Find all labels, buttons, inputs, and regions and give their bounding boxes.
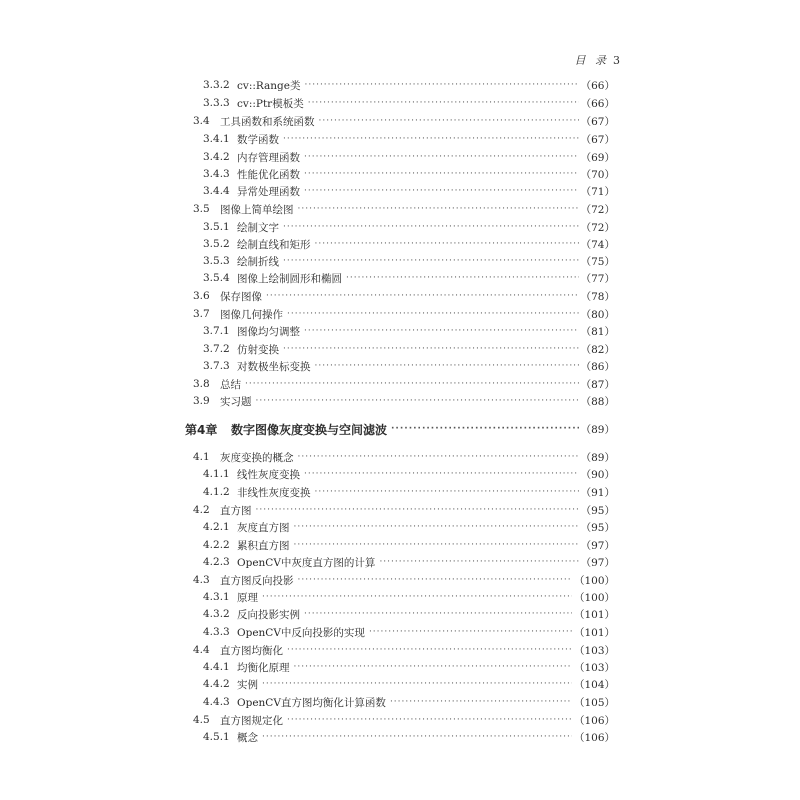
toc-entry-page: （103） (573, 661, 615, 674)
toc-entry-number: 4.3 (193, 574, 210, 586)
toc-entry-number: 3.5 (193, 203, 210, 215)
toc-entry-page: （95） (580, 504, 615, 517)
toc-entry-title: 绘制直线和矩形 (237, 238, 311, 251)
toc-entry-page: （74） (580, 238, 615, 251)
toc-entry-page: （77） (580, 272, 615, 285)
toc-entry (203, 95, 615, 111)
toc-entry-title: 图像均匀调整 (237, 325, 300, 338)
toc-entry-number: 3.3.3 (203, 97, 230, 109)
toc-entry-page: （100） (573, 574, 615, 587)
toc-entry-number: 3.7 (193, 308, 210, 320)
toc-leader-dots (287, 642, 572, 658)
toc-leader-dots (294, 519, 579, 535)
toc-entry-number: 3.5.2 (203, 238, 230, 250)
toc-entry (193, 449, 615, 465)
toc-entry-title: 数学函数 (237, 133, 279, 146)
toc-leader-dots (294, 537, 579, 553)
toc-entry-number: 3.5.3 (203, 255, 230, 267)
toc-entry-number: 4.4.1 (203, 661, 230, 673)
toc-entry-number: 4.4.2 (203, 678, 230, 690)
toc-leader-dots (283, 131, 579, 147)
toc-entry-number: 3.4 (193, 115, 210, 127)
toc-leader-dots (283, 253, 579, 269)
toc-entry-title: 线性灰度变换 (237, 468, 300, 481)
toc-entry-page: （72） (580, 221, 615, 234)
toc-entry (193, 642, 615, 658)
toc-entry-page: （67） (580, 115, 615, 128)
toc-entry-page: （90） (580, 468, 615, 481)
toc-entry-title: 仿射变换 (237, 343, 279, 356)
toc-entry-title: 直方图均衡化 (220, 644, 283, 657)
toc-entry-page: （81） (580, 325, 615, 338)
toc-entry (203, 466, 615, 482)
toc-entry-title: 总结 (220, 378, 241, 391)
toc-entry-title: 图像上简单绘图 (220, 203, 294, 216)
toc-entry-page: （104） (573, 678, 615, 691)
toc-leader-dots (298, 572, 572, 588)
toc-entry-title: 内存管理函数 (237, 151, 300, 164)
toc-leader-dots (315, 358, 579, 374)
toc-leader-dots (298, 201, 579, 217)
toc-leader-dots (287, 712, 572, 728)
toc-entry (203, 149, 615, 165)
toc-entry-page: （71） (580, 185, 615, 198)
toc-entry (203, 484, 615, 500)
toc-entry-title: cv::Range类 (237, 79, 301, 92)
toc-entry (193, 288, 615, 304)
toc-entry-page: （86） (580, 360, 615, 373)
toc-entry-number: 3.3.2 (203, 79, 230, 91)
toc-entry-title: 灰度直方图 (237, 521, 290, 534)
toc-entry (203, 183, 615, 199)
toc-leader-dots (245, 376, 579, 392)
toc-entry (203, 166, 615, 182)
toc-leader-dots (346, 270, 579, 286)
toc-leader-dots (369, 624, 572, 640)
toc-entry-page: （66） (580, 79, 615, 92)
toc-entry (203, 77, 615, 93)
toc-leader-dots (304, 323, 579, 339)
toc-entry (203, 341, 615, 357)
toc-entry-title: cv::Ptr模板类 (237, 97, 304, 110)
toc-leader-dots (266, 288, 579, 304)
toc-entry-page: （103） (573, 644, 615, 657)
toc-leader-dots (283, 341, 579, 357)
toc-entry-title: 工具函数和系统函数 (220, 115, 315, 128)
running-head-title: 目 录 (574, 54, 609, 67)
toc-leader-dots (262, 589, 572, 605)
toc-entry-number: 4.4 (193, 644, 210, 656)
toc-entry-page: （106） (573, 714, 615, 727)
toc-leader-dots (287, 306, 579, 322)
toc-entry (203, 606, 615, 622)
toc-entry-page: （95） (580, 521, 615, 534)
toc-entry (193, 712, 615, 728)
toc-entry-number: 3.4.1 (203, 133, 230, 145)
toc-entry-title: 直方图规定化 (220, 714, 283, 727)
toc-entry-title: OpenCV中灰度直方图的计算 (237, 556, 376, 569)
toc-leader-dots (379, 554, 578, 570)
toc-entry-title: 保存图像 (220, 290, 262, 303)
toc-entry-title: 反向投影实例 (237, 608, 300, 621)
toc-entry-number: 3.4.4 (203, 185, 230, 197)
toc-entry-number: 4.2.3 (203, 556, 230, 568)
toc-entry-page: （91） (580, 486, 615, 499)
toc-entry-title: 非线性灰度变换 (237, 486, 311, 499)
toc-entry-title: 绘制折线 (237, 255, 279, 268)
toc-entry-page: （106） (573, 731, 615, 744)
toc-leader-dots (319, 113, 579, 129)
toc-entry-page: （89） (580, 423, 615, 436)
toc-entry-title: 性能优化函数 (237, 168, 300, 181)
toc-leader-dots (262, 729, 572, 745)
toc-entry (203, 659, 615, 675)
toc-leader-dots (283, 219, 579, 235)
toc-leader-dots (298, 449, 579, 465)
toc-entry-title: 数字图像灰度变换与空间滤波 (231, 422, 388, 437)
toc-chapter-entry (185, 421, 615, 437)
toc-entry-page: （101） (573, 626, 615, 639)
running-head (575, 52, 621, 68)
toc-entry-number: 4.3.1 (203, 591, 230, 603)
toc-entry-title: 实习题 (220, 395, 252, 408)
toc-entry (193, 572, 615, 588)
toc-entry (203, 624, 615, 640)
toc-entry-page: （67） (580, 133, 615, 146)
toc-entry (203, 729, 615, 745)
toc-entry-number: 4.3.3 (203, 626, 230, 638)
toc-entry (203, 131, 615, 147)
toc-entry (193, 376, 615, 392)
toc-entry (203, 694, 615, 710)
toc-entry-number: 3.5.1 (203, 221, 230, 233)
toc-entry-page: （82） (580, 343, 615, 356)
toc-entry-title: OpenCV中反向投影的实现 (237, 626, 365, 639)
toc-entry-page: （70） (580, 168, 615, 181)
toc-entry-page: （105） (573, 696, 615, 709)
toc-entry-page: （80） (580, 308, 615, 321)
toc-entry-title: OpenCV直方图均衡化计算函数 (237, 696, 386, 709)
toc-entry (193, 306, 615, 322)
toc-entry-title: 异常处理函数 (237, 185, 300, 198)
toc-entry-title: 绘制文字 (237, 221, 279, 234)
toc-entry-page: （87） (580, 378, 615, 391)
toc-entry-number: 3.8 (193, 378, 210, 390)
toc-entry-number: 3.9 (193, 395, 210, 407)
toc-entry (193, 201, 615, 217)
toc-entry (193, 393, 615, 409)
toc-entry-page: （89） (580, 451, 615, 464)
toc-entry-title: 图像几何操作 (220, 308, 283, 321)
toc-entry-title: 概念 (237, 731, 258, 744)
toc-leader-dots (315, 484, 579, 500)
toc-leader-dots (308, 95, 579, 111)
toc-entry (203, 323, 615, 339)
toc-leader-dots (262, 676, 572, 692)
toc-leader-dots (304, 466, 579, 482)
toc-entry (203, 270, 615, 286)
toc-entry (203, 554, 615, 570)
toc-leader-dots (305, 77, 579, 93)
toc-leader-dots (256, 393, 579, 409)
toc-entry (203, 537, 615, 553)
toc-entry-title: 累积直方图 (237, 539, 290, 552)
toc-entry-page: （101） (573, 608, 615, 621)
toc-entry-page: （75） (580, 255, 615, 268)
toc-entry-number: 3.6 (193, 290, 210, 302)
toc-leader-dots (315, 236, 579, 252)
toc-entry-number: 4.5.1 (203, 731, 230, 743)
toc-entry-title: 图像上绘制圆形和椭圆 (237, 272, 342, 285)
toc-entry-number: 4.2.2 (203, 539, 230, 551)
toc-entry-page: （66） (580, 97, 615, 110)
toc-entry-page: （88） (580, 395, 615, 408)
toc-entry (203, 219, 615, 235)
toc-entry (203, 519, 615, 535)
toc-entry-number: 4.1 (193, 451, 210, 463)
toc-entry-number: 4.2 (193, 504, 210, 516)
toc-entry-number: 3.4.2 (203, 151, 230, 163)
toc-entry-title: 灰度变换的概念 (220, 451, 294, 464)
toc-entry-title: 直方图 (220, 504, 252, 517)
toc-entry-number: 4.4.3 (203, 696, 230, 708)
toc-entry-title: 均衡化原理 (237, 661, 290, 674)
toc-entry-page: （78） (580, 290, 615, 303)
toc-entry (193, 502, 615, 518)
toc-leader-dots (304, 166, 579, 182)
toc-leader-dots (256, 502, 579, 518)
toc-entry-number: 4.2.1 (203, 521, 230, 533)
toc-entry-number: 4.5 (193, 714, 210, 726)
toc-leader-dots (304, 606, 572, 622)
toc-entry-number: 第4章 (185, 422, 218, 437)
toc-leader-dots (304, 149, 579, 165)
toc-entry-title: 实例 (237, 678, 258, 691)
toc-leader-dots (304, 183, 579, 199)
toc-entry-number: 3.7.2 (203, 343, 230, 355)
toc-leader-dots (294, 659, 572, 675)
toc-leader-dots (391, 421, 579, 437)
toc-entry-page: （100） (573, 591, 615, 604)
toc-entry-number: 4.3.2 (203, 608, 230, 620)
toc-entry-title: 对数极坐标变换 (237, 360, 311, 373)
running-head-page-number: 3 (613, 54, 620, 67)
toc-entry-title: 原理 (237, 591, 258, 604)
toc-entry-title: 直方图反向投影 (220, 574, 294, 587)
toc-entry-number: 3.7.1 (203, 325, 230, 337)
toc-entry (193, 113, 615, 129)
toc-entry (203, 676, 615, 692)
toc-leader-dots (390, 694, 572, 710)
toc-entry (203, 358, 615, 374)
toc-entry-page: （72） (580, 203, 615, 216)
toc-entry (203, 236, 615, 252)
toc-entry-page: （97） (580, 539, 615, 552)
toc-entry-number: 3.5.4 (203, 272, 230, 284)
toc-entry (203, 253, 615, 269)
toc-entry-page: （69） (580, 151, 615, 164)
toc-entry (203, 589, 615, 605)
toc-entry-number: 3.7.3 (203, 360, 230, 372)
toc-entry-number: 4.1.1 (203, 468, 230, 480)
toc-entry-page: （97） (580, 556, 615, 569)
toc-entry-number: 3.4.3 (203, 168, 230, 180)
toc-entry-number: 4.1.2 (203, 486, 230, 498)
